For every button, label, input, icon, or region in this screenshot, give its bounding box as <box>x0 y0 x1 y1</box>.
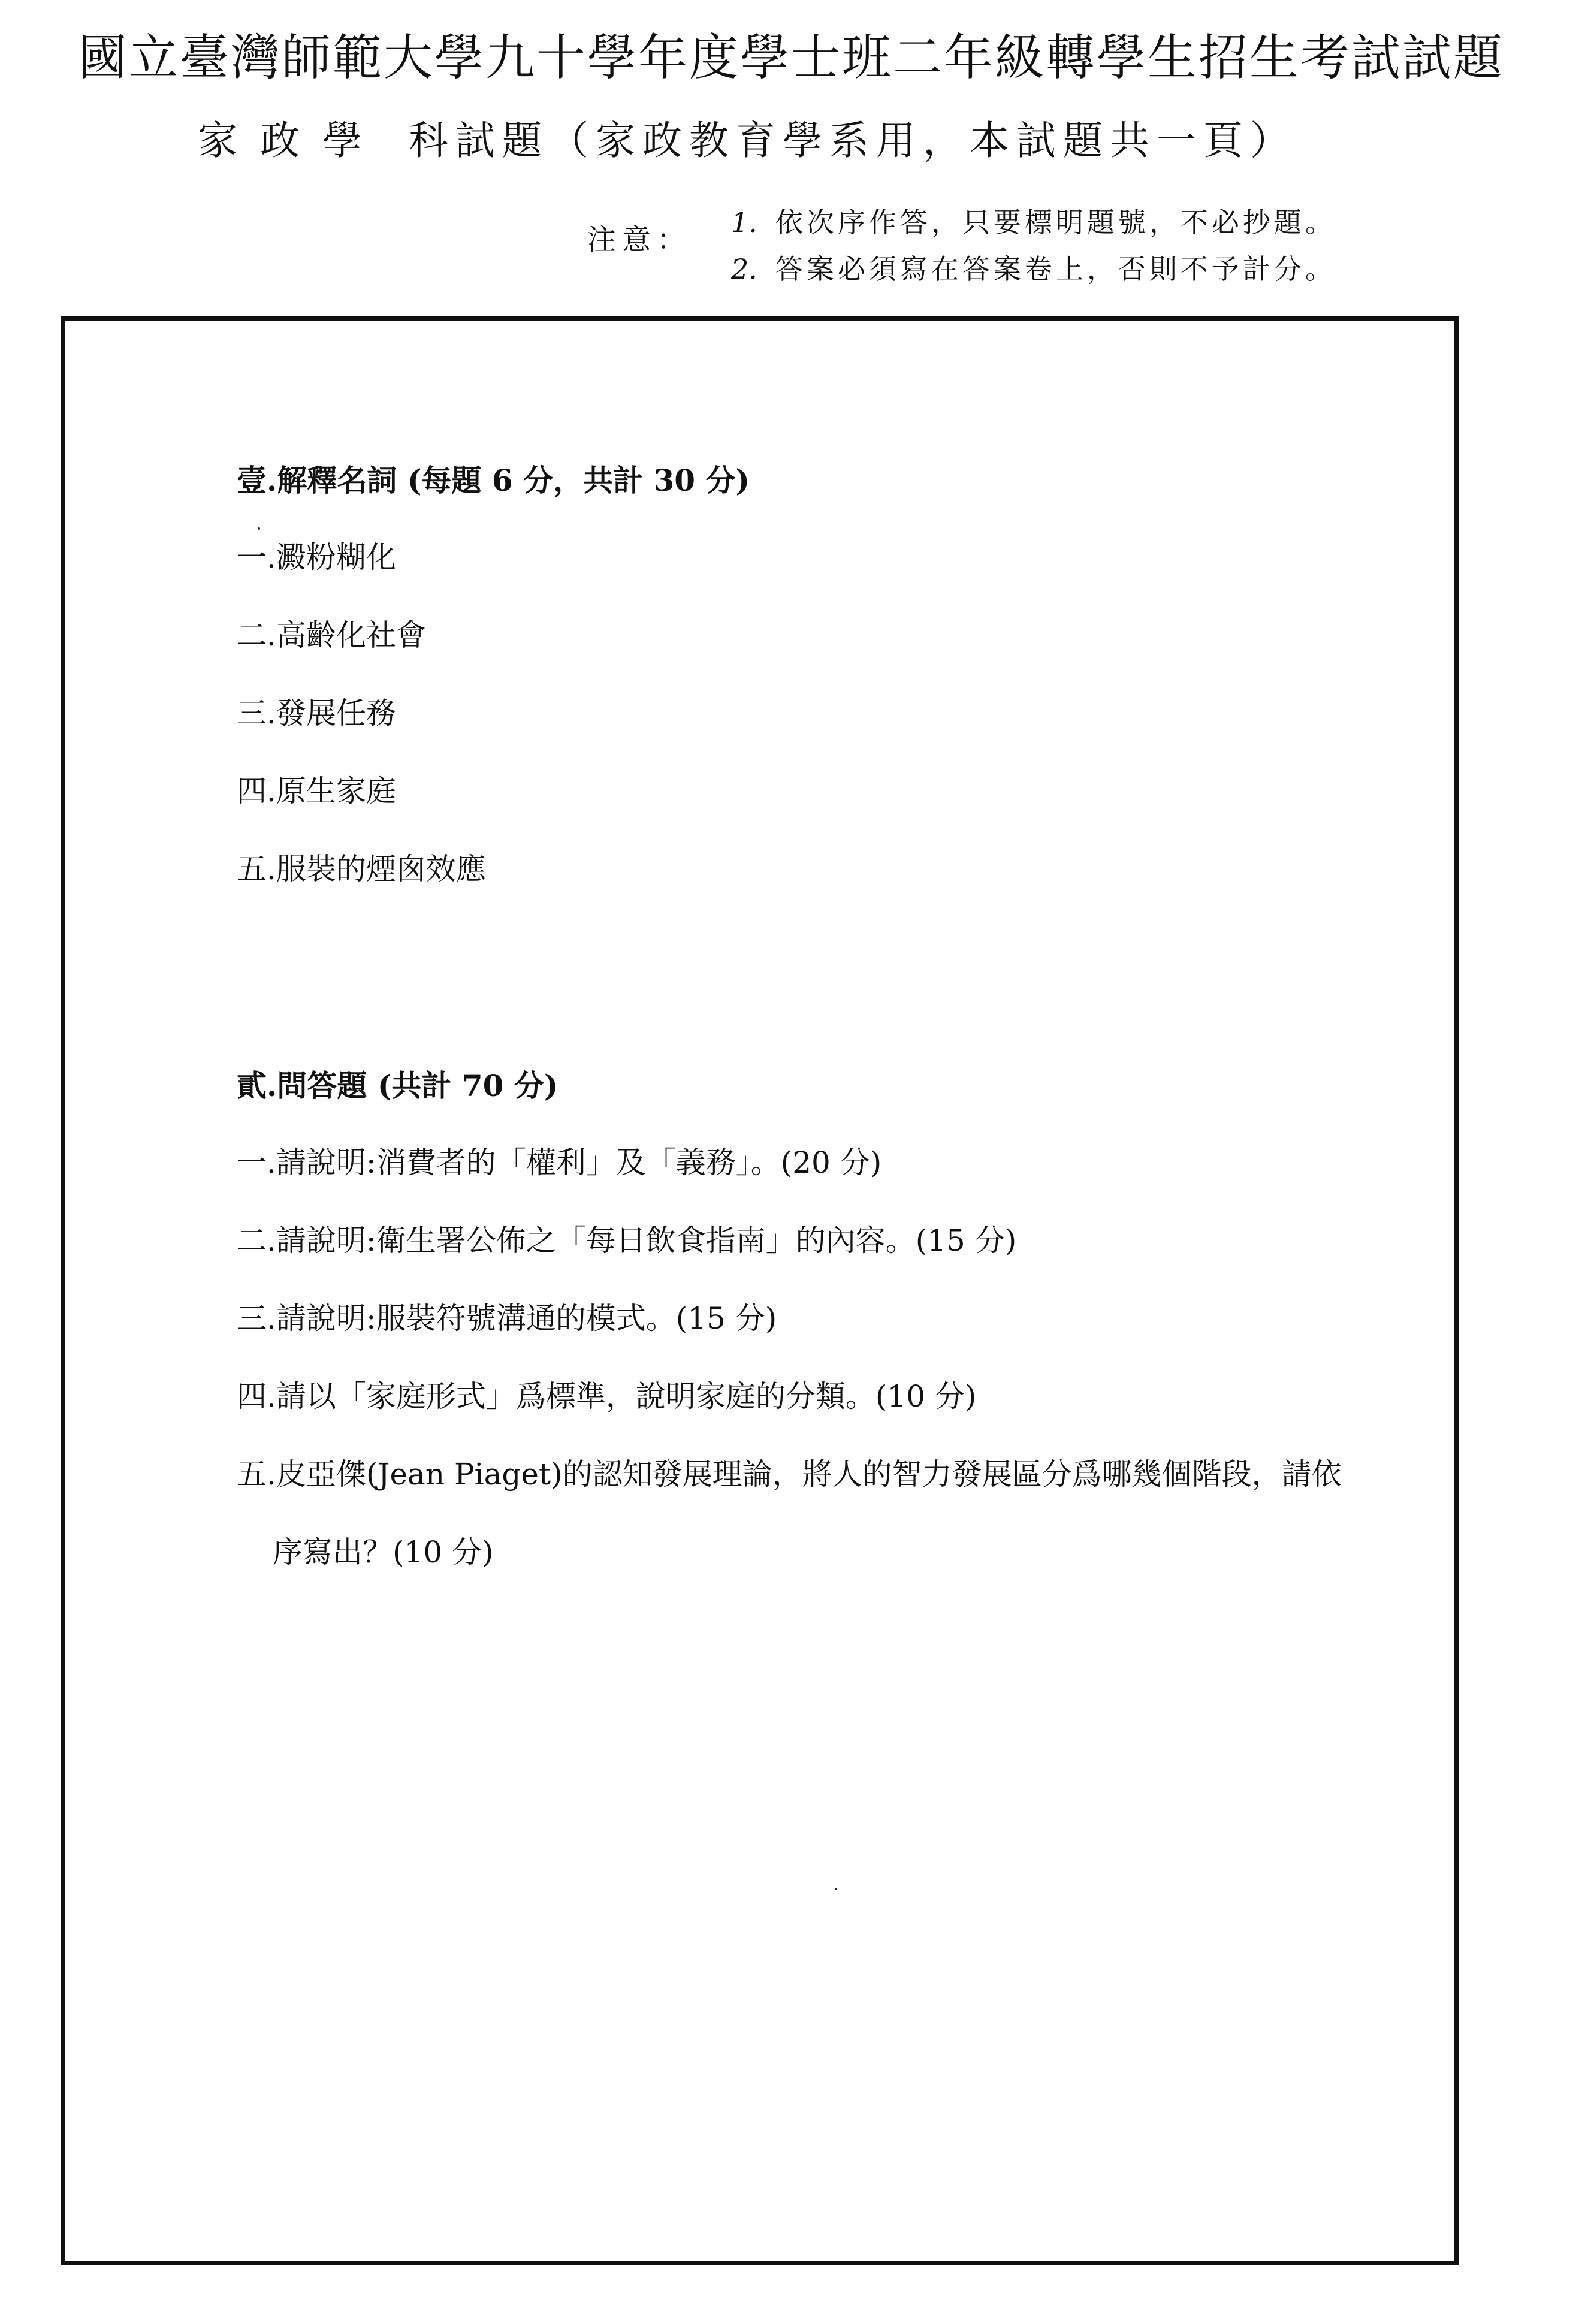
section2-heading <box>237 1067 1405 1105</box>
section2-item-continuation: 序寫出？(10 分) <box>273 1535 494 1570</box>
subject-description: 科試題（家政教育學系用，本試題共一頁） <box>409 117 1297 164</box>
section1-item: 五.服裝的煙囪效應 <box>237 852 486 886</box>
section2-item: 四.請以「家庭形式」爲標準，說明家庭的分類。(10 分) <box>237 1379 977 1414</box>
section2-item: 一.請說明:消費者的「權利」及「義務」。(20 分) <box>237 1145 882 1180</box>
notice-number: 2. <box>731 253 757 285</box>
scan-speck <box>258 527 260 530</box>
notice-item <box>731 203 1336 242</box>
page-header <box>0 0 1582 312</box>
section-heading-text: 貳.問答題 (共計 70 分) <box>237 1068 558 1103</box>
section1-item: 二.高齡化社會 <box>237 618 426 653</box>
scan-speck <box>835 1888 837 1890</box>
notice-text: 依次序作答，只要標明題號，不必抄題。 <box>775 206 1336 239</box>
notice-item <box>731 249 1336 289</box>
section1-item: 一.澱粉糊化 <box>237 540 396 575</box>
exam-title: 國立臺灣師範大學九十學年度學士班二年級轉學生招生考試試題 <box>77 29 1504 86</box>
section2-item: 二.請說明:衛生署公佈之「每日飲食指南」的內容。(15 分) <box>237 1223 1017 1258</box>
notice-number: 1. <box>731 206 757 239</box>
section2-item: 三.請說明:服裝符號溝通的模式。(15 分) <box>237 1301 777 1336</box>
notice-label: 注意： <box>587 223 692 256</box>
notice-block <box>587 198 1426 294</box>
subject-line <box>198 114 1297 168</box>
section1-item: 四.原生家庭 <box>237 774 396 808</box>
subject-name: 家政學 <box>198 117 385 164</box>
section-heading-text: 壹.解釋名詞 (每題 6 分，共計 30 分) <box>237 463 750 498</box>
exam-question-frame <box>61 316 1459 2265</box>
notice-text: 答案必須寫在答案卷上，否則不予計分。 <box>775 253 1336 285</box>
section1-heading <box>237 461 1405 500</box>
section2-item: 五.皮亞傑(Jean Piaget)的認知發展理論，將人的智力發展區分爲哪幾個階段，請依 <box>237 1457 1342 1492</box>
section1-item: 三.發展任務 <box>237 696 396 731</box>
